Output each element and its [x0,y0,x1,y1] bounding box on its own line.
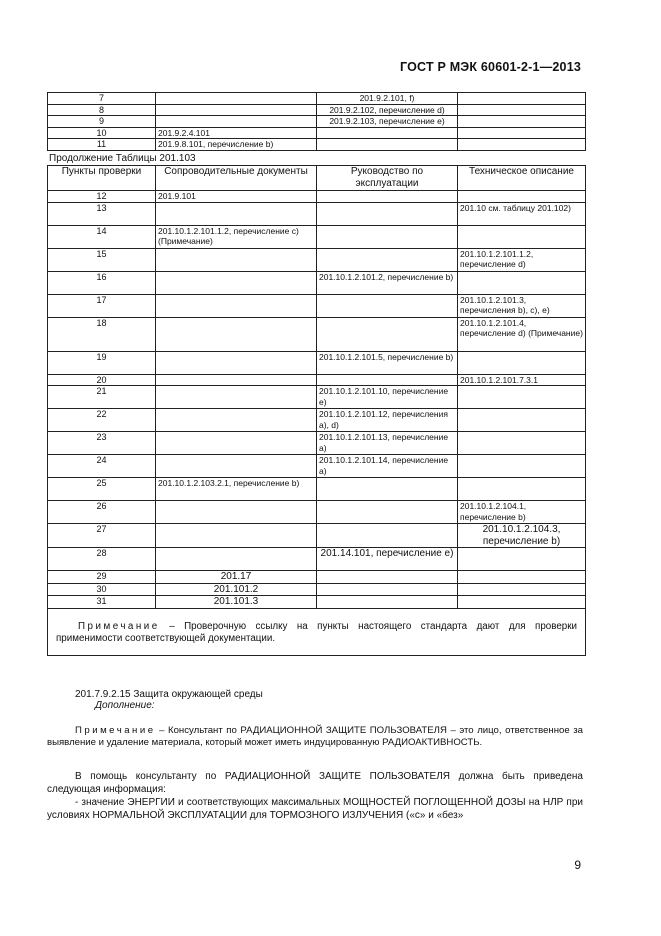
cell-manual [317,248,458,271]
row-number: 31 [48,596,156,609]
table-row [48,351,586,374]
cell-docs [156,317,317,351]
table-row [48,202,586,225]
row-number: 29 [48,571,156,584]
row-number: 24 [48,455,156,478]
cell-tech [458,583,586,596]
row-number: 8 [48,104,156,116]
cell-docs: 201.10.1.2.101.1.2, перечисление с) (Примечание) [156,225,317,248]
row-number: 27 [48,524,156,548]
cell-docs [156,351,317,374]
row-number: 7 [48,93,156,105]
cell-tech [458,225,586,248]
cell-docs [156,104,317,116]
table-row [48,409,586,432]
cell-manual: 201.9.2.101, f) [317,93,458,105]
cell-manual [317,191,458,203]
row-number: 17 [48,294,156,317]
cell-manual [317,571,458,584]
cell-manual: 201.14.101, перечисление e) [317,548,458,571]
table-201-103 [47,165,586,656]
cell-docs: 201.10.1.2.103.2.1, перечисление b) [156,478,317,501]
cell-tech [458,93,586,105]
cell-docs [156,409,317,432]
cell-docs [156,202,317,225]
table-row [48,548,586,571]
table-row [48,127,586,139]
table-row [48,374,586,386]
cell-tech [458,127,586,139]
cell-tech: 201.10.1.2.101.4, перечисление d) (Примечание) [458,317,586,351]
row-number: 19 [48,351,156,374]
row-number: 18 [48,317,156,351]
table-row [48,596,586,609]
cell-manual [317,317,458,351]
table-note [48,608,586,655]
cell-docs [156,455,317,478]
cell-manual [317,202,458,225]
table-row [48,294,586,317]
cell-tech [458,571,586,584]
row-number: 22 [48,409,156,432]
cell-tech [458,139,586,151]
row-number: 11 [48,139,156,151]
cell-manual [317,583,458,596]
section-heading: 201.7.9.2.15 Защита окружающей среды [75,689,263,700]
section-addition: Дополнение: [95,700,155,711]
cell-manual: 201.9.2.102, перечисление d) [317,104,458,116]
cell-manual [317,524,458,548]
row-number: 30 [48,583,156,596]
cell-tech [458,432,586,455]
table-row [48,116,586,128]
document-header: ГОСТ Р МЭК 60601-2-1—2013 [400,60,581,74]
header-technical-description: Техническое описание [458,166,586,191]
cell-docs [156,432,317,455]
cell-tech: 201.10.1.2.104.1, перечисление b) [458,501,586,524]
cell-manual [317,127,458,139]
header-operating-manual: Руководство по эксплуатации [317,166,458,191]
section-note [47,725,583,748]
table-row [48,93,586,105]
cell-manual [317,596,458,609]
cell-tech [458,104,586,116]
row-number: 13 [48,202,156,225]
cell-docs [156,524,317,548]
table-row [48,455,586,478]
section-note-label: Примечание [75,725,156,736]
cell-docs [156,271,317,294]
row-number: 21 [48,386,156,409]
cell-docs [156,548,317,571]
cell-docs: 201.17 [156,571,317,584]
cell-docs [156,294,317,317]
cell-manual: 201.10.1.2.101.13, перечисление a) [317,432,458,455]
cell-manual: 201.10.1.2.101.10, перечисление e) [317,386,458,409]
cell-manual [317,294,458,317]
row-number: 23 [48,432,156,455]
cell-docs [156,386,317,409]
table-row [48,104,586,116]
cell-tech: 201.10.1.2.101.7.3.1 [458,374,586,386]
table-row [48,225,586,248]
table-row [48,571,586,584]
table-note-row [48,608,586,655]
cell-manual: 201.10.1.2.101.5, перечисление b) [317,351,458,374]
row-number: 15 [48,248,156,271]
table-row [48,248,586,271]
table-row [48,386,586,409]
cell-tech [458,351,586,374]
cell-manual: 201.10.1.2.101.2, перечисление b) [317,271,458,294]
table-row [48,501,586,524]
cell-manual [317,501,458,524]
row-number: 25 [48,478,156,501]
table-row [48,317,586,351]
cell-docs: 201.101.3 [156,596,317,609]
cell-manual: 201.9.2.103, перечисление e) [317,116,458,128]
cell-tech [458,386,586,409]
cell-docs [156,116,317,128]
section-paragraph-2: - значение ЭНЕРГИИ и соответствующих максимальных МОЩНОСТЕЙ ПОГЛОЩЕННОЙ ДОЗЫ на НЛР при условиях НОРМАЛЬНОЙ ЭКСПЛУАТАЦИИ для ТОРМОЗНОГО ИЗЛУЧЕНИЯ («с» и «без» [47,797,583,821]
table-row [48,139,586,151]
cell-docs [156,248,317,271]
cell-docs [156,93,317,105]
table-note-text: – Проверочную ссылку на пункты настоящего стандарта дают для проверки применимости соответствующей документации. [56,620,577,644]
cell-manual [317,225,458,248]
page-number: 9 [574,858,581,872]
row-number: 10 [48,127,156,139]
table-row [48,432,586,455]
cell-docs: 201.101.2 [156,583,317,596]
cell-tech [458,191,586,203]
cell-docs: 201.9.2.4.101 [156,127,317,139]
cell-tech: 201.10.1.2.104.3, перечисление b) [458,524,586,548]
cell-docs: 201.9.101 [156,191,317,203]
cell-docs: 201.9.8.101, перечисление b) [156,139,317,151]
table-row [48,478,586,501]
row-number: 14 [48,225,156,248]
cell-manual: 201.10.1.2.101.14, перечисление a) [317,455,458,478]
row-number: 16 [48,271,156,294]
table-header-row [48,166,586,191]
cell-tech [458,548,586,571]
row-number: 28 [48,548,156,571]
cell-tech [458,455,586,478]
table-row [48,524,586,548]
continuation-label: Продолжение Таблицы 201.103 [49,153,196,164]
cell-tech [458,478,586,501]
row-number: 26 [48,501,156,524]
cell-docs [156,501,317,524]
cell-tech: 201.10.1.2.101.3, перечисления b), c), e) [458,294,586,317]
section-paragraph-1: В помощь консультанту по РАДИАЦИОННОЙ ЗАЩИТЕ ПОЛЬЗОВАТЕЛЯ должна быть приведена следующая информация: [47,771,583,795]
cell-manual: 201.10.1.2.101.12, перечисления a), d) [317,409,458,432]
table-row [48,271,586,294]
cell-tech [458,596,586,609]
table-row [48,583,586,596]
row-number: 9 [48,116,156,128]
row-number: 20 [48,374,156,386]
cell-tech: 201.10.1.2.101.1.2, перечисление d) [458,248,586,271]
table-note-label: Примечание [78,620,160,632]
cell-tech: 201.10 см. таблицу 201.102) [458,202,586,225]
cell-manual [317,478,458,501]
cell-manual [317,374,458,386]
header-check-points: Пункты проверки [48,166,156,191]
cell-tech [458,271,586,294]
section-note-text: – Консультант по РАДИАЦИОННОЙ ЗАЩИТЕ ПОЛЬЗОВАТЕЛЯ – это лицо, ответственное за выявление и удаление материала, который может иметь индуцированную РАДИОАКТИВНОСТЬ. [47,725,583,748]
row-number: 12 [48,191,156,203]
header-accompanying-docs: Сопроводительные документы [156,166,317,191]
table-row [48,191,586,203]
cell-manual [317,139,458,151]
cell-tech [458,116,586,128]
table-top-fragment [47,92,586,151]
cell-docs [156,374,317,386]
cell-tech [458,409,586,432]
